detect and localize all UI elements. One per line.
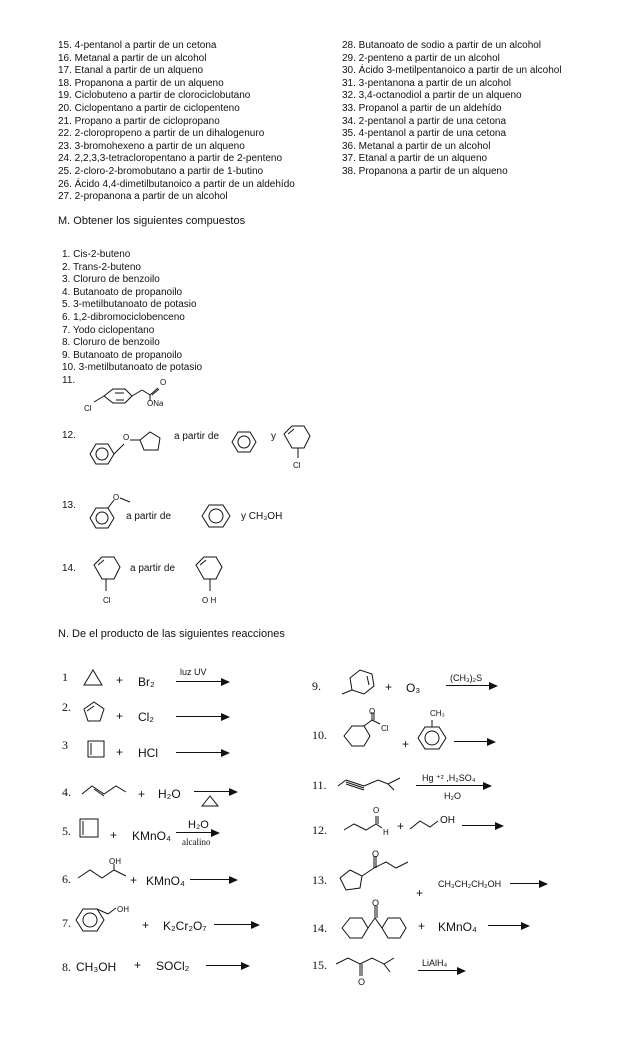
5-methyl-2-hexyne-structure: [334, 772, 408, 792]
2-pentene-structure: [80, 780, 130, 800]
reaction-arrow: [454, 741, 494, 742]
reaction-11-number: 11.: [312, 778, 327, 792]
reaction-7-oh-label: OH: [117, 905, 129, 914]
item-12-cl-label: Cl: [293, 461, 301, 470]
reaction-11-condition: Hg ⁺² ,H₂SO₄: [422, 773, 476, 783]
section-m-heading: M. Obtener los siguientes compuestos: [58, 215, 246, 227]
reaction-6-number: 6.: [62, 872, 71, 886]
list-item: 7. Yodo ciclopentano: [62, 324, 155, 336]
reaction-arrow: [214, 924, 258, 925]
list-item: 19. Ciclobuteno a partir de clorociclobutano: [58, 90, 251, 102]
list-item: 8. Cloruro de benzoilo: [62, 337, 160, 349]
reaction-10-cl-label: Cl: [381, 724, 389, 733]
reaction-1-reagent: Br₂: [138, 675, 155, 689]
reaction-14-plus: +: [418, 919, 426, 933]
3-chlorocyclohexene-structure: [88, 553, 128, 597]
reaction-4-number: 4.: [62, 785, 71, 799]
reaction-12-o-label: O: [373, 806, 380, 815]
reaction-arrow: [510, 883, 546, 884]
reaction-9-reagent: O₃: [406, 681, 421, 695]
item-11-number: 11.: [62, 375, 76, 386]
item-14-cl-label: Cl: [103, 596, 111, 605]
reaction-14-reagent: KMnO₄: [438, 920, 477, 934]
list-item: 36. Metanal a partir de un alcohol: [342, 140, 491, 152]
item-12-o-label: O: [123, 433, 130, 442]
reaction-5-reagent: KMnO₄: [132, 829, 171, 843]
list-item: 9. Butanoato de propanoilo: [62, 349, 183, 361]
list-item: 16. Metanal a partir de un alcohol: [58, 52, 207, 64]
list-item: 17. Etanal a partir de un alqueno: [58, 65, 204, 77]
reaction-7-reagent: K₂Cr₂O₇: [163, 919, 207, 933]
list-item: 15. 4-pentanol a partir de un cetona: [58, 40, 217, 51]
1-propanol-structure: [408, 815, 442, 835]
section-l-left-list: [58, 40, 295, 204]
list-item: 4. Butanoato de propanoilo: [62, 286, 183, 298]
reaction-15-o-label: O: [358, 977, 366, 987]
list-item: 33. Propanol a partir de un aldehído: [342, 102, 502, 114]
list-item: 21. Propano a partir de ciclopropano: [58, 115, 220, 127]
reaction-arrow: [190, 879, 236, 880]
reaction-arrow: [194, 791, 236, 792]
list-item: 24. 2,2,3,3-tetracloropentano a partir de 2-penteno: [58, 153, 283, 165]
item-12-text: a partir de: [174, 431, 220, 442]
reaction-8-reactant: CH₃OH: [76, 960, 117, 974]
item-12-number: 12.: [62, 430, 76, 441]
reaction-5-plus: +: [110, 828, 118, 842]
2-pentanol-structure: [76, 864, 132, 888]
section-n-heading: N. De el producto de las siguientes reacciones: [58, 628, 285, 640]
reaction-14-o-label: O: [372, 898, 380, 908]
item-13-o-label: O: [113, 493, 120, 502]
list-item: 32. 3,4-octanodiol a partir de un alqueno: [342, 90, 522, 102]
reaction-8-plus: +: [134, 958, 142, 972]
item-14-text: a partir de: [130, 563, 176, 574]
5-methyl-3-hexanone-structure: [332, 954, 412, 988]
cyclobutene-structure: [86, 739, 108, 761]
reaction-arrow: [176, 832, 218, 833]
methylcyclohexene-structure: [338, 666, 388, 702]
reaction-3-reagent: HCl: [138, 746, 158, 760]
reaction-arrow: [176, 716, 228, 717]
reaction-13-reagent: CH₃CH₂CH₂OH: [438, 879, 502, 889]
reaction-2-plus: +: [116, 709, 124, 723]
list-item: 26. Ácido 4,4-dimetilbutanoico a partir de un aldehído: [58, 178, 295, 190]
list-item: 35. 4-pentanol a partir de una cetona: [342, 128, 507, 140]
cyclohexanecarbonyl-chloride-structure: [340, 712, 396, 756]
list-item: 2. Trans-2-buteno: [62, 261, 141, 273]
section-m-list: [62, 249, 202, 375]
cyclohex-2-enol-structure: [190, 553, 230, 597]
reaction-9-plus: +: [385, 680, 393, 694]
item-13-number: 13.: [62, 500, 76, 511]
reaction-12-oh-label: OH: [440, 815, 455, 826]
reaction-2-reagent: Cl₂: [138, 710, 154, 724]
reaction-13-plus: +: [416, 886, 424, 900]
section-l-right-list: [342, 40, 562, 179]
reaction-3-number: 3: [62, 738, 68, 752]
reaction-13-o-label: O: [372, 849, 380, 859]
reaction-5-condition: H₂O: [188, 819, 209, 831]
reaction-11-condition-2: H₂O: [444, 791, 461, 801]
list-item: 29. 2-penteno a partir de un alcohol: [342, 52, 500, 64]
reaction-6-oh-label: OH: [109, 857, 121, 866]
list-item: 23. 3-bromohexeno a partir de un alqueno: [58, 140, 245, 152]
list-item: 37. Etanal a partir de un alqueno: [342, 153, 488, 165]
item-11-o-label: O: [160, 378, 167, 387]
reaction-2-number: 2.: [62, 700, 71, 714]
reaction-8-reagent: SOCl₂: [156, 959, 190, 973]
benzene-structure: [198, 498, 238, 536]
item-14-number: 14.: [62, 563, 76, 574]
reaction-4-plus: +: [138, 787, 146, 801]
reaction-8-number: 8.: [62, 960, 71, 974]
list-item: 20. Ciclopentano a partir de ciclopenteno: [58, 102, 240, 114]
reaction-arrow: [416, 785, 490, 786]
list-item: 6. 1,2-dibromociclobenceno: [62, 311, 185, 323]
list-item: 30. Ácido 3-metilpentanoico a partir de un alcohol: [342, 65, 562, 77]
reaction-7-plus: +: [142, 918, 150, 932]
list-item: 5. 3-metilbutanoato de potasio: [62, 299, 197, 311]
reaction-10-o-label: O: [369, 707, 376, 716]
reaction-15-condition: LiAlH₄: [422, 958, 448, 968]
reaction-arrow: [462, 825, 502, 826]
reaction-6-reagent: KMnO₄: [146, 874, 185, 888]
reaction-9-condition: (CH₃)₂S: [450, 673, 483, 683]
cyclobutene-structure: [78, 817, 102, 841]
reaction-5-condition-2: alcalino: [182, 837, 211, 847]
reaction-arrow: [176, 752, 228, 753]
reaction-10-number: 10.: [312, 728, 327, 742]
list-item: 38. Propanona a partir de un alqueno: [342, 165, 508, 177]
heat-delta-icon: [200, 794, 220, 808]
list-item: 27. 2-propanona a partir de un alcohol: [58, 191, 228, 203]
reaction-14-number: 14.: [312, 921, 327, 935]
reaction-arrow: [206, 965, 248, 966]
reaction-1-condition: luz UV: [180, 667, 207, 677]
item-11-ona-label: ONa: [147, 399, 164, 408]
item-14-oh-label: O H: [202, 596, 217, 605]
reaction-7-number: 7.: [62, 916, 71, 930]
reaction-1-plus: +: [116, 673, 124, 687]
item-13-text: a partir de: [126, 511, 172, 522]
benzene-structure: [228, 426, 264, 460]
reaction-arrow: [446, 685, 496, 686]
list-item: 18. Propanona a partir de un alqueno: [58, 77, 224, 89]
reaction-12-plus: +: [397, 819, 405, 833]
list-item: 1. Cis-2-buteno: [62, 249, 131, 260]
reaction-arrow: [488, 925, 528, 926]
reaction-10-plus: +: [402, 737, 410, 751]
list-item: 34. 2-pentanol a partir de una cetona: [342, 115, 507, 127]
list-item: 31. 3-pentanona a partir de un alcohol: [342, 77, 512, 89]
item-13-text-2: y CH₃OH: [241, 511, 283, 522]
reaction-12-number: 12.: [312, 823, 327, 837]
sodium-4-chlorophenylacetate-structure: [80, 376, 190, 416]
reaction-13-number: 13.: [312, 873, 327, 887]
item-12-y: y: [271, 431, 276, 442]
3-chlorocyclohexene-structure: [280, 422, 320, 466]
reaction-1-number: 1: [62, 670, 68, 684]
reaction-arrow: [418, 970, 464, 971]
reaction-3-plus: +: [116, 745, 124, 759]
reaction-5-number: 5.: [62, 824, 71, 838]
reaction-12-h-label: H: [383, 828, 389, 837]
item-11-cl-label: Cl: [84, 404, 92, 413]
list-item: 3. Cloruro de benzoilo: [62, 274, 160, 286]
reaction-15-number: 15.: [312, 958, 327, 972]
reaction-10-ch3-label: CH₃: [430, 709, 445, 718]
cyclopentene-structure: [80, 699, 108, 725]
reaction-9-number: 9.: [312, 679, 321, 693]
cyclopropane-structure: [82, 668, 106, 688]
reaction-4-reagent: H₂O: [158, 787, 181, 801]
reaction-arrow: [176, 681, 228, 682]
cyclopentyl-phenyl-ether-structure: [86, 424, 176, 470]
list-item: 25. 2-cloro-2-bromobutano a partir de 1-butino: [58, 165, 264, 177]
list-item: 22. 2-cloropropeno a partir de un dihalogenuro: [58, 128, 265, 140]
list-item: 10. 3-metilbutanoato de potasio: [62, 362, 203, 374]
list-item: 28. Butanoato de sodio a partir de un alcohol: [342, 40, 542, 51]
reaction-6-plus: +: [130, 873, 138, 887]
toluene-structure: [414, 714, 454, 756]
